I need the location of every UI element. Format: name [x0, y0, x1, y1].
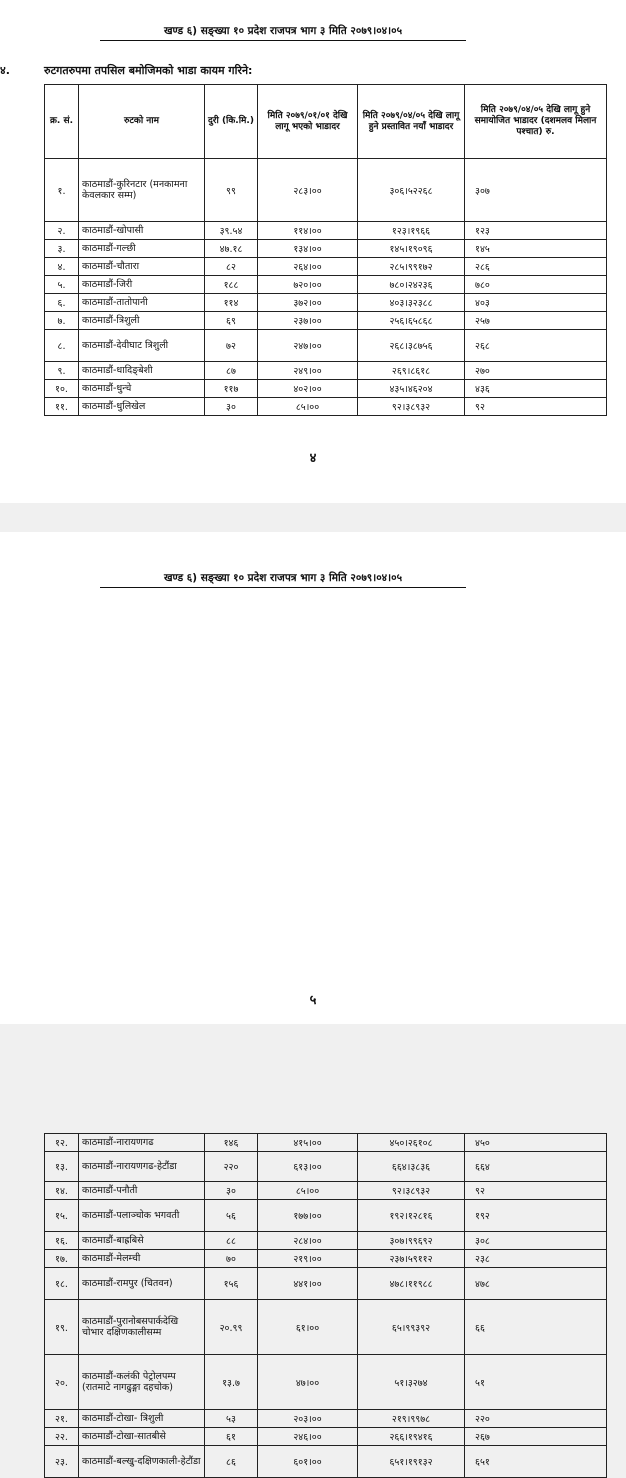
row-adjusted-rate: २८६	[465, 258, 607, 276]
page-number: ४	[309, 451, 317, 466]
row-route-name: काठमाडौं-बाह्रबिसे	[79, 1232, 205, 1250]
row-old-rate: ११४।००	[258, 222, 358, 240]
row-old-rate: ४०२।००	[258, 380, 358, 398]
row-sn: १८.	[45, 1268, 79, 1300]
document-page-1	[0, 0, 626, 503]
row-new-rate: १४५।१९०९६	[358, 240, 465, 258]
row-sn: ४.	[45, 258, 79, 276]
row-sn: १३.	[45, 1152, 79, 1182]
row-route-name: काठमाडौं-धुन्चे	[79, 380, 205, 398]
fare-table-1	[44, 84, 607, 416]
row-distance: ११७	[205, 380, 258, 398]
row-old-rate: २३७।००	[258, 312, 358, 330]
row-distance: ५३	[205, 1410, 258, 1428]
table-row	[45, 258, 607, 276]
row-distance: ८२	[205, 258, 258, 276]
row-sn: १७.	[45, 1250, 79, 1268]
row-sn: २०.	[45, 1355, 79, 1410]
row-adjusted-rate: ९२	[465, 1182, 607, 1200]
table-row	[45, 1200, 607, 1232]
row-old-rate: ४४१।००	[258, 1268, 358, 1300]
table-row	[45, 1268, 607, 1300]
row-distance: ११४	[205, 294, 258, 312]
table-row	[45, 1182, 607, 1200]
row-old-rate: १७७।००	[258, 1200, 358, 1232]
row-new-rate: १९२।१२८१६	[358, 1200, 465, 1232]
row-sn: ३.	[45, 240, 79, 258]
row-adjusted-rate: १९२	[465, 1200, 607, 1232]
table-row	[45, 380, 607, 398]
row-sn: १२.	[45, 1134, 79, 1152]
table-row	[45, 330, 607, 362]
row-new-rate: ९२।३८९३२	[358, 1182, 465, 1200]
row-old-rate: २०३।००	[258, 1410, 358, 1428]
row-adjusted-rate: २५७	[465, 312, 607, 330]
gazette-header: खण्ड ६) सङ्ख्या १० प्रदेश राजपत्र भाग ३ मिति २०७९।०४।०५	[100, 569, 466, 588]
row-distance: १५६	[205, 1268, 258, 1300]
row-adjusted-rate: ३०७	[465, 159, 607, 222]
row-route-name: काठमाडौं-टोखा-सातबीसे	[79, 1428, 205, 1446]
row-route-name: काठमाडौं-धादिङ्बेशी	[79, 362, 205, 380]
table-row	[45, 1300, 607, 1355]
row-adjusted-rate: २७०	[465, 362, 607, 380]
row-route-name: काठमाडौं-कुरिनटार (मनकामना केवलकार सम्म)	[79, 159, 205, 222]
row-route-name: काठमाडौं-देवीघाट त्रिशुली	[79, 330, 205, 362]
row-distance: ७२	[205, 330, 258, 362]
page-number: ५	[309, 993, 317, 1008]
row-new-rate: ४०३।३२३८८	[358, 294, 465, 312]
row-adjusted-rate: १४५	[465, 240, 607, 258]
row-new-rate: ४५०।२६१०८	[358, 1134, 465, 1152]
row-old-rate: ७२०।००	[258, 276, 358, 294]
row-adjusted-rate: ५१	[465, 1355, 607, 1410]
row-sn: ७.	[45, 312, 79, 330]
table-row	[45, 276, 607, 294]
row-route-name: काठमाडौं-टोखा- त्रिशुली	[79, 1410, 205, 1428]
row-route-name: काठमाडौं-धुलिखेल	[79, 398, 205, 416]
row-route-name: काठमाडौं-पनौती	[79, 1182, 205, 1200]
row-new-rate: २३७।५९११२	[358, 1250, 465, 1268]
row-new-rate: ९२।३८९३२	[358, 398, 465, 416]
row-distance: १४६	[205, 1134, 258, 1152]
row-old-rate: ८५।००	[258, 398, 358, 416]
row-route-name: काठमाडौं-बल्खु-दक्षिणकाली-हेटौंडा	[79, 1446, 205, 1478]
row-sn: १९.	[45, 1300, 79, 1355]
table-row	[45, 1428, 607, 1446]
col-sn-header: क्र. सं.	[45, 85, 79, 159]
document-page-2	[0, 532, 626, 1468]
row-sn: ९.	[45, 362, 79, 380]
table-row	[45, 1134, 607, 1152]
row-old-rate: १३४।००	[258, 240, 358, 258]
row-route-name: काठमाडौं-कलंकी पेट्रोलपम्प (रातमाटे नागढुङ्गा दहचोक)	[79, 1355, 205, 1410]
table-row	[45, 312, 607, 330]
row-new-rate: ४३५।४६२०४	[358, 380, 465, 398]
table-row	[45, 1355, 607, 1410]
row-sn: ५.	[45, 276, 79, 294]
row-new-rate: २१९।९९७८	[358, 1410, 465, 1428]
row-old-rate: २८४।००	[258, 1232, 358, 1250]
row-sn: ८.	[45, 330, 79, 362]
row-adjusted-rate: २२०	[465, 1410, 607, 1428]
col-distance-header: दुरी (कि.मि.)	[205, 85, 258, 159]
row-new-rate: ५१।३२७४	[358, 1355, 465, 1410]
row-new-rate: २६८।३८७५६	[358, 330, 465, 362]
row-distance: ६१	[205, 1428, 258, 1446]
row-adjusted-rate: १२३	[465, 222, 607, 240]
row-route-name: काठमाडौं-रामपुर (चितवन)	[79, 1268, 205, 1300]
row-distance: ८७	[205, 362, 258, 380]
row-old-rate: ८५।००	[258, 1182, 358, 1200]
table-row	[45, 1410, 607, 1428]
row-old-rate: २६४।००	[258, 258, 358, 276]
table-row	[45, 240, 607, 258]
row-route-name: काठमाडौं-नारायणगढ-हेटौंडा	[79, 1152, 205, 1182]
row-adjusted-rate: ६५१	[465, 1446, 607, 1478]
row-new-rate: ६६४।३८३६	[358, 1152, 465, 1182]
row-distance: ८६	[205, 1446, 258, 1478]
row-adjusted-rate: २३८	[465, 1250, 607, 1268]
row-old-rate: ४७।००	[258, 1355, 358, 1410]
row-adjusted-rate: २६८	[465, 330, 607, 362]
table-header-row	[45, 85, 607, 159]
row-distance: १८८	[205, 276, 258, 294]
row-adjusted-rate: ४७८	[465, 1268, 607, 1300]
row-old-rate: ३७२।००	[258, 294, 358, 312]
row-new-rate: २६९।८६१८	[358, 362, 465, 380]
table-row	[45, 222, 607, 240]
section-title: रुटगतरुपमा तपसिल बमोजिमको भाडा कायम गरिने:	[44, 64, 253, 77]
row-route-name: काठमाडौं-जिरी	[79, 276, 205, 294]
table-row	[45, 159, 607, 222]
row-sn: ६.	[45, 294, 79, 312]
row-route-name: काठमाडौं-तातोपानी	[79, 294, 205, 312]
row-old-rate: २१९।००	[258, 1250, 358, 1268]
row-new-rate: ४७८।११९८८	[358, 1268, 465, 1300]
row-sn: १६.	[45, 1232, 79, 1250]
row-new-rate: ३०६।५२२६८	[358, 159, 465, 222]
table-row	[45, 1446, 607, 1478]
row-new-rate: ६५।९९३९२	[358, 1300, 465, 1355]
row-adjusted-rate: ६६	[465, 1300, 607, 1355]
row-sn: २२.	[45, 1428, 79, 1446]
row-old-rate: ६०१।००	[258, 1446, 358, 1478]
row-distance: १३.७	[205, 1355, 258, 1410]
row-adjusted-rate: ६६४	[465, 1152, 607, 1182]
row-distance: ६९	[205, 312, 258, 330]
row-old-rate: २४७।००	[258, 330, 358, 362]
row-route-name: काठमाडौं-मेलम्ची	[79, 1250, 205, 1268]
row-route-name: काठमाडौं-नारायणगढ	[79, 1134, 205, 1152]
row-old-rate: ६१३।००	[258, 1152, 358, 1182]
col-adjusted-header: मिति २०७९/०४/०५ देखि लागू हुने समायोजित भाडादर (दशमलव मिलान पश्चात) रु.	[465, 85, 607, 159]
row-new-rate: २५६।६५८६८	[358, 312, 465, 330]
row-route-name: काठमाडौं-पुरानोबसपार्कदेखि चोभार दक्षिणकालीसम्म	[79, 1300, 205, 1355]
table-row	[45, 362, 607, 380]
fare-table-2	[44, 1133, 607, 1478]
row-distance: ३०	[205, 1182, 258, 1200]
row-route-name: काठमाडौं-चौतारा	[79, 258, 205, 276]
section-number: ४.	[0, 64, 10, 77]
row-sn: १०.	[45, 380, 79, 398]
row-sn: १५.	[45, 1200, 79, 1232]
col-route-header: रुटको नाम	[79, 85, 205, 159]
row-distance: ३०	[205, 398, 258, 416]
row-sn: १.	[45, 159, 79, 222]
row-new-rate: ३०७।९९६९२	[358, 1232, 465, 1250]
row-new-rate: २८५।९९१७२	[358, 258, 465, 276]
row-new-rate: ६५१।१९१३२	[358, 1446, 465, 1478]
row-adjusted-rate: ४५०	[465, 1134, 607, 1152]
row-old-rate: २४९।००	[258, 362, 358, 380]
row-new-rate: २६६।१९४१६	[358, 1428, 465, 1446]
row-adjusted-rate: ७८०	[465, 276, 607, 294]
row-old-rate: २८३।००	[258, 159, 358, 222]
row-distance: ५६	[205, 1200, 258, 1232]
row-distance: ३९.५४	[205, 222, 258, 240]
col-new-rate-header: मिति २०७९/०४/०५ देखि लागू हुने प्रस्तावित नयाँ भाडादर	[358, 85, 465, 159]
table-row	[45, 1250, 607, 1268]
table-row	[45, 1152, 607, 1182]
row-route-name: काठमाडौं-पलाञ्चोक भगवती	[79, 1200, 205, 1232]
table-row	[45, 398, 607, 416]
row-distance: २०.९९	[205, 1300, 258, 1355]
row-old-rate: ६१।००	[258, 1300, 358, 1355]
row-old-rate: २४६।००	[258, 1428, 358, 1446]
gazette-header: खण्ड ६) सङ्ख्या १० प्रदेश राजपत्र भाग ३ मिति २०७९।०४।०५	[100, 22, 466, 41]
row-route-name: काठमाडौं-खोपासी	[79, 222, 205, 240]
row-adjusted-rate: ९२	[465, 398, 607, 416]
row-adjusted-rate: ४०३	[465, 294, 607, 312]
table-row	[45, 1232, 607, 1250]
row-distance: ७०	[205, 1250, 258, 1268]
row-distance: ४७.१८	[205, 240, 258, 258]
table-row	[45, 294, 607, 312]
row-adjusted-rate: ४३६	[465, 380, 607, 398]
row-sn: २१.	[45, 1410, 79, 1428]
row-new-rate: १२३।१९६६	[358, 222, 465, 240]
row-sn: १४.	[45, 1182, 79, 1200]
row-sn: २.	[45, 222, 79, 240]
row-sn: ११.	[45, 398, 79, 416]
row-old-rate: ४१५।००	[258, 1134, 358, 1152]
row-new-rate: ७८०।२४२३६	[358, 276, 465, 294]
row-sn: २३.	[45, 1446, 79, 1478]
row-route-name: काठमाडौं-गल्छी	[79, 240, 205, 258]
row-distance: ९९	[205, 159, 258, 222]
row-distance: २२०	[205, 1152, 258, 1182]
row-adjusted-rate: ३०८	[465, 1232, 607, 1250]
row-adjusted-rate: २६७	[465, 1428, 607, 1446]
row-distance: ८८	[205, 1232, 258, 1250]
row-route-name: काठमाडौं-त्रिशुली	[79, 312, 205, 330]
col-old-rate-header: मिति २०७९/०१/०१ देखि लागू भएको भाडादर	[258, 85, 358, 159]
